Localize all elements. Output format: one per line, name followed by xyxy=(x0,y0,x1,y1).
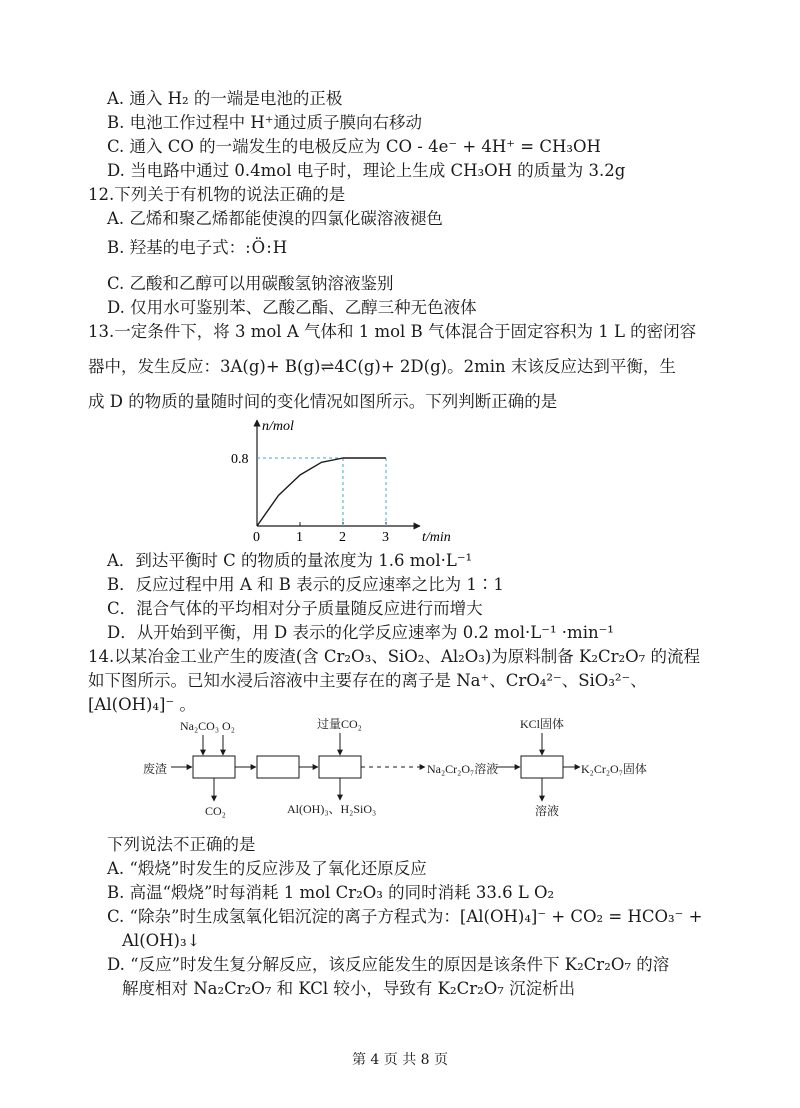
q13-stem-line1: 13.一定条件下，将 3 mol A 气体和 1 mol B 气体混合于固定容积为 1 L 的密闭容 xyxy=(88,322,697,341)
flow-output-precipitate: Al(OH)₃、H₂SiO₃ xyxy=(287,802,377,816)
q13-stem-line2: 器中，发生反应：3A(g)+ B(g)⇌4C(g)+ 2D(g)。2min 末该反应达到平衡，生 xyxy=(88,357,676,376)
q12-option-a: A. 乙烯和聚乙烯都能使溴的四氯化碳溶液褪色 xyxy=(107,209,443,228)
page-footer: 第 4 页 共 8 页 xyxy=(351,1052,449,1068)
flow-output-solution: 溶液 xyxy=(535,804,560,818)
x-axis-label: t/min xyxy=(422,530,451,545)
q14-stem-line1: 14.以某冶金工业产生的废渣(含 Cr₂O₃、SiO₂、Al₂O₃)为原料制备 K₂Cr₂O₇ 的流程 xyxy=(88,647,700,666)
flow-input-purify: 过量CO₂ xyxy=(317,717,362,731)
q13-stem-line3: 成 D 的物质的量随时间的变化情况如图所示。下列判断正确的是 xyxy=(88,392,558,411)
q14-option-c-line1: C. “除杂”时生成氢氧化铝沉淀的离子方程式为：[Al(OH)₄]⁻ + CO₂ = HCO₃⁻ + xyxy=(107,907,703,926)
flow-intermediate: Na₂Cr₂O₇溶液 xyxy=(427,762,499,776)
n-vs-t-chart xyxy=(220,410,460,546)
q14-option-b: B. 高温“煅烧”时每消耗 1 mol Cr₂O₃ 的同时消耗 33.6 L O₂ xyxy=(107,883,555,902)
q11-option-b: B. 电池工作过程中 H⁺通过质子膜向右移动 xyxy=(107,113,422,132)
x-tick-label: 1 xyxy=(296,530,303,545)
flow-end: K₂Cr₂O₇固体 xyxy=(581,762,647,776)
q14-option-c-line2: Al(OH)₃↓ xyxy=(122,931,201,950)
series-line-d xyxy=(257,458,386,526)
q14-option-a: A. “煅烧”时发生的反应涉及了氧化还原反应 xyxy=(107,859,427,878)
q13-option-d: D．从开始到平衡，用 D 表示的化学反应速率为 0.2 mol·L⁻¹ ·min⁻¹ xyxy=(107,623,614,642)
y-axis-label: n/mol xyxy=(262,419,294,434)
q13-option-c: C．混合气体的平均相对分子质量随反应进行而增大 xyxy=(107,599,483,618)
x-tick-label: 3 xyxy=(382,530,389,545)
q11-option-a: A. 通入 H₂ 的一端是电池的正极 xyxy=(107,89,343,108)
flow-output-co2: CO₂ xyxy=(205,804,226,818)
q12-stem: 12.下列关于有机物的说法正确的是 xyxy=(88,185,346,204)
q12-option-b-label: B. 羟基的电子式： xyxy=(107,238,246,257)
flow-input-calcination: Na₂CO₃ O₂ xyxy=(180,719,235,733)
flow-box-leach xyxy=(257,756,299,778)
q14-substem: 下列说法不正确的是 xyxy=(107,835,256,854)
x-tick-label: 2 xyxy=(339,530,346,545)
flow-input-react: KCl固体 xyxy=(520,717,565,731)
q11-option-d: D. 当电路中通过 0.4mol 电子时，理论上生成 CH₃OH 的质量为 3.2g xyxy=(107,161,626,180)
x-tick-label: 0 xyxy=(253,530,260,545)
q14-option-d-line1: D. “反应”时发生复分解反应，该反应能发生的原因是该条件下 K₂Cr₂O₇ 的溶 xyxy=(107,955,670,974)
flow-box-calcination xyxy=(193,756,235,778)
q13-option-a: A．到达平衡时 C 的物质的量浓度为 1.6 mol·L⁻¹ xyxy=(107,551,473,570)
process-flow-diagram xyxy=(135,712,695,824)
flow-box-react xyxy=(521,756,563,778)
q12-option-d: D. 仅用水可鉴别苯、乙酸乙酯、乙醇三种无色液体 xyxy=(107,298,477,317)
q14-stem-line2: 如下图所示。已知水浸后溶液中主要存在的离子是 Na⁺、CrO₄²⁻、SiO₃²⁻、 xyxy=(88,671,647,690)
q12-option-c: C. 乙酸和乙醇可以用碳酸氢钠溶液鉴别 xyxy=(107,274,394,293)
q13-option-b: B．反应过程中用 A 和 B 表示的反应速率之比为 1∶1 xyxy=(107,575,504,594)
q11-option-c: C. 通入 CO 的一端发生的电极反应为 CO - 4e⁻ + 4H⁺ = CH₃OH xyxy=(107,137,601,156)
flow-box-purify xyxy=(319,756,361,778)
q12-option-b xyxy=(107,236,288,260)
y-tick-label: 0.8 xyxy=(231,452,249,467)
flow-start: 废渣 xyxy=(143,762,168,776)
hydroxyl-lewis-formula: :Ö:H xyxy=(245,238,289,257)
q14-option-d-line2: 解度相对 Na₂Cr₂O₇ 和 KCl 较小，导致有 K₂Cr₂O₇ 沉淀析出 xyxy=(122,979,576,998)
q14-stem-line3: [Al(OH)₄]⁻ 。 xyxy=(88,695,196,714)
